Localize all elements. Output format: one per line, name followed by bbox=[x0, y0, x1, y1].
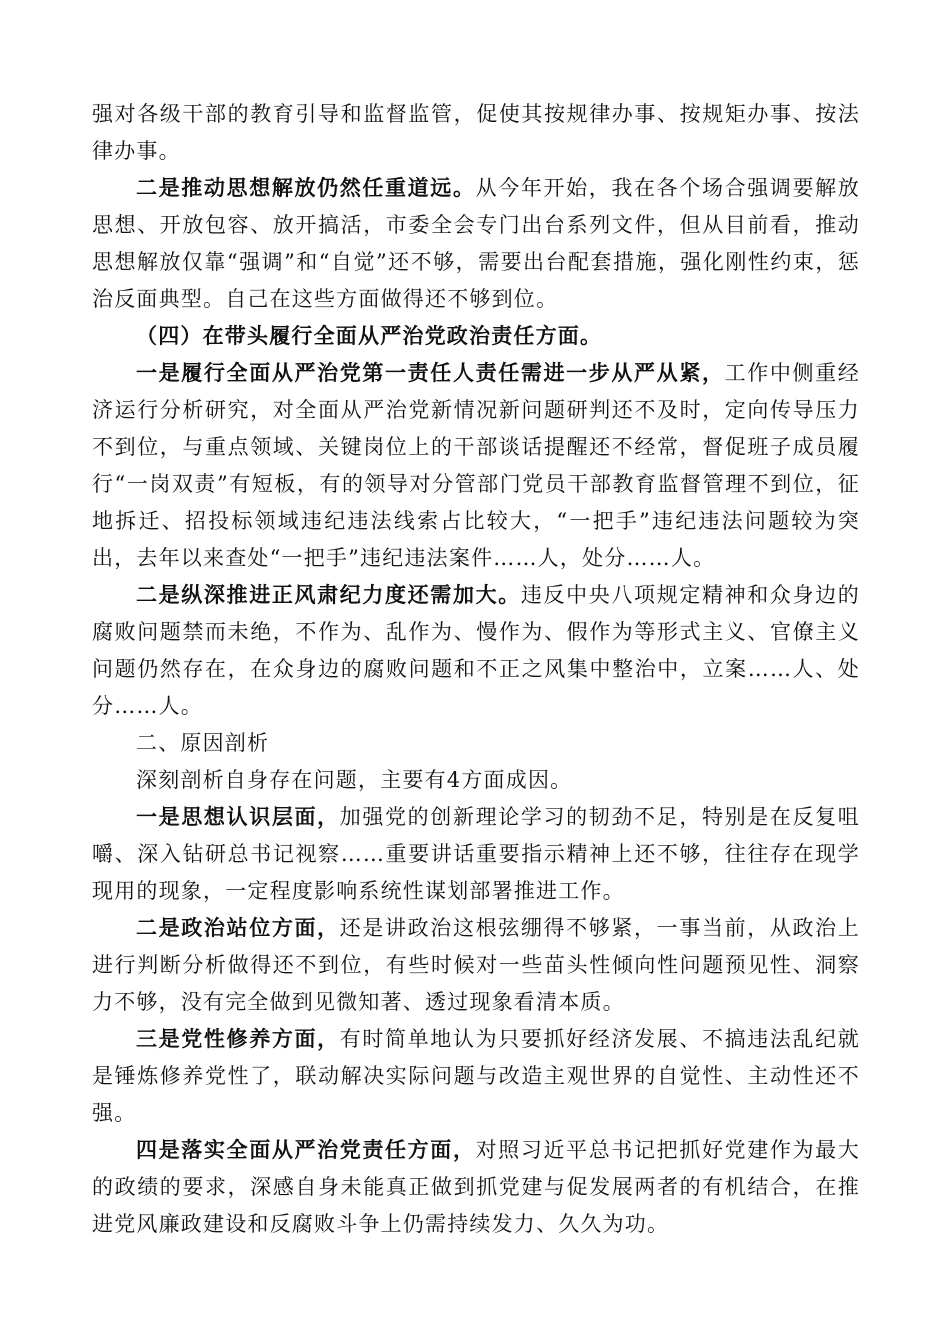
paragraph-text: 强对各级干部的教育引导和监督监管，促使其按规律办事、按规矩办事、按法律办事。 bbox=[92, 102, 860, 163]
paragraph-text: 违反中央八项规定精神和众身边的腐败问题禁而未绝，不作为、乱作为、慢作为、假作为等形式主义、官僚主义问题仍然存在，在众身边的腐败问题和不正之风集中整治中，立案……人、处分……人。 bbox=[92, 583, 860, 718]
paragraph-text: 还是讲政治这根弦绷得不够紧，一事当前，从政治上进行判断分析做得还不到位，有些时候对一些苗头性倾向性问题预见性、洞察力不够，没有完全做到见微知著、透过现象看清本质。 bbox=[92, 916, 860, 1014]
paragraph-political-stance bbox=[92, 910, 860, 1021]
paragraph-continuation bbox=[92, 96, 860, 170]
paragraph-thought-liberation bbox=[92, 170, 860, 318]
paragraph-text: 深刻剖析自身存在问题，主要有4方面成因。 bbox=[136, 768, 573, 792]
paragraph-first-responsibility bbox=[92, 355, 860, 577]
paragraph-lead: 二是纵深推进正风肃纪力度还需加大。 bbox=[136, 583, 521, 607]
paragraph-discipline bbox=[92, 577, 860, 725]
paragraph-cause-intro bbox=[92, 762, 860, 799]
paragraph-lead: 三是党性修养方面， bbox=[136, 1027, 340, 1051]
paragraph-text: 工作中侧重经济运行分析研究，对全面从严治党新情况新问题研判还不及时，定向传导压力不到位，与重点领域、关键岗位上的干部谈话提醒还不经常，督促班子成员履行“一岗双责”有短板，有的领导对分管部门党员干部教育监督管理不到位，征地拆迁、招投标领域违纪违法线索占比较大，“一把手”违纪违法问题较为突出，去年以来查处“一把手”违纪违法案件……人，处分……人。 bbox=[92, 361, 861, 570]
paragraph-ideological bbox=[92, 799, 860, 910]
paragraph-lead: 二是推动思想解放仍然任重道远。 bbox=[136, 176, 476, 200]
paragraph-party-spirit bbox=[92, 1021, 860, 1132]
paragraph-lead: 四是落实全面从严治党责任方面， bbox=[136, 1138, 476, 1162]
section-heading-four bbox=[92, 318, 860, 355]
section-heading: （四）在带头履行全面从严治党政治责任方面。 bbox=[136, 324, 603, 348]
paragraph-lead: 二是政治站位方面， bbox=[136, 916, 340, 940]
paragraph-text: 从今年开始，我在各个场合强调要解放思想、开放包容、放开搞活，市委全会专门出台系列文件，但从目前看，推动思想解放仅靠“强调”和“自觉”还不够，需要出台配套措施，强化刚性约束，惩治反面典型。自己在这些方面做得还不够到位。 bbox=[92, 176, 860, 311]
section-heading: 二、原因剖析 bbox=[136, 731, 270, 755]
paragraph-lead: 一是思想认识层面， bbox=[136, 805, 340, 829]
section-heading-cause-analysis bbox=[92, 725, 860, 762]
paragraph-text: 有时简单地认为只要抓好经济发展、不搞违法乱纪就是锤炼修养党性了，联动解决实际问题与改造主观世界的自觉性、主动性还不强。 bbox=[92, 1027, 860, 1125]
paragraph-text: 对照习近平总书记把抓好党建作为最大的政绩的要求，深感自身未能真正做到抓党建与促发展两者的有机结合，在推进党风廉政建设和反腐败斗争上仍需持续发力、久久为功。 bbox=[92, 1138, 860, 1236]
paragraph-strict-governance bbox=[92, 1132, 860, 1243]
paragraph-lead: 一是履行全面从严治党第一责任人责任需进一步从严从紧， bbox=[136, 361, 725, 385]
paragraph-text: 加强党的创新理论学习的韧劲不足，特别是在反复咀嚼、深入钻研总书记视察……重要讲话重要指示精神上还不够，往往存在现学现用的现象，一定程度影响系统性谋划部署推进工作。 bbox=[92, 805, 860, 903]
